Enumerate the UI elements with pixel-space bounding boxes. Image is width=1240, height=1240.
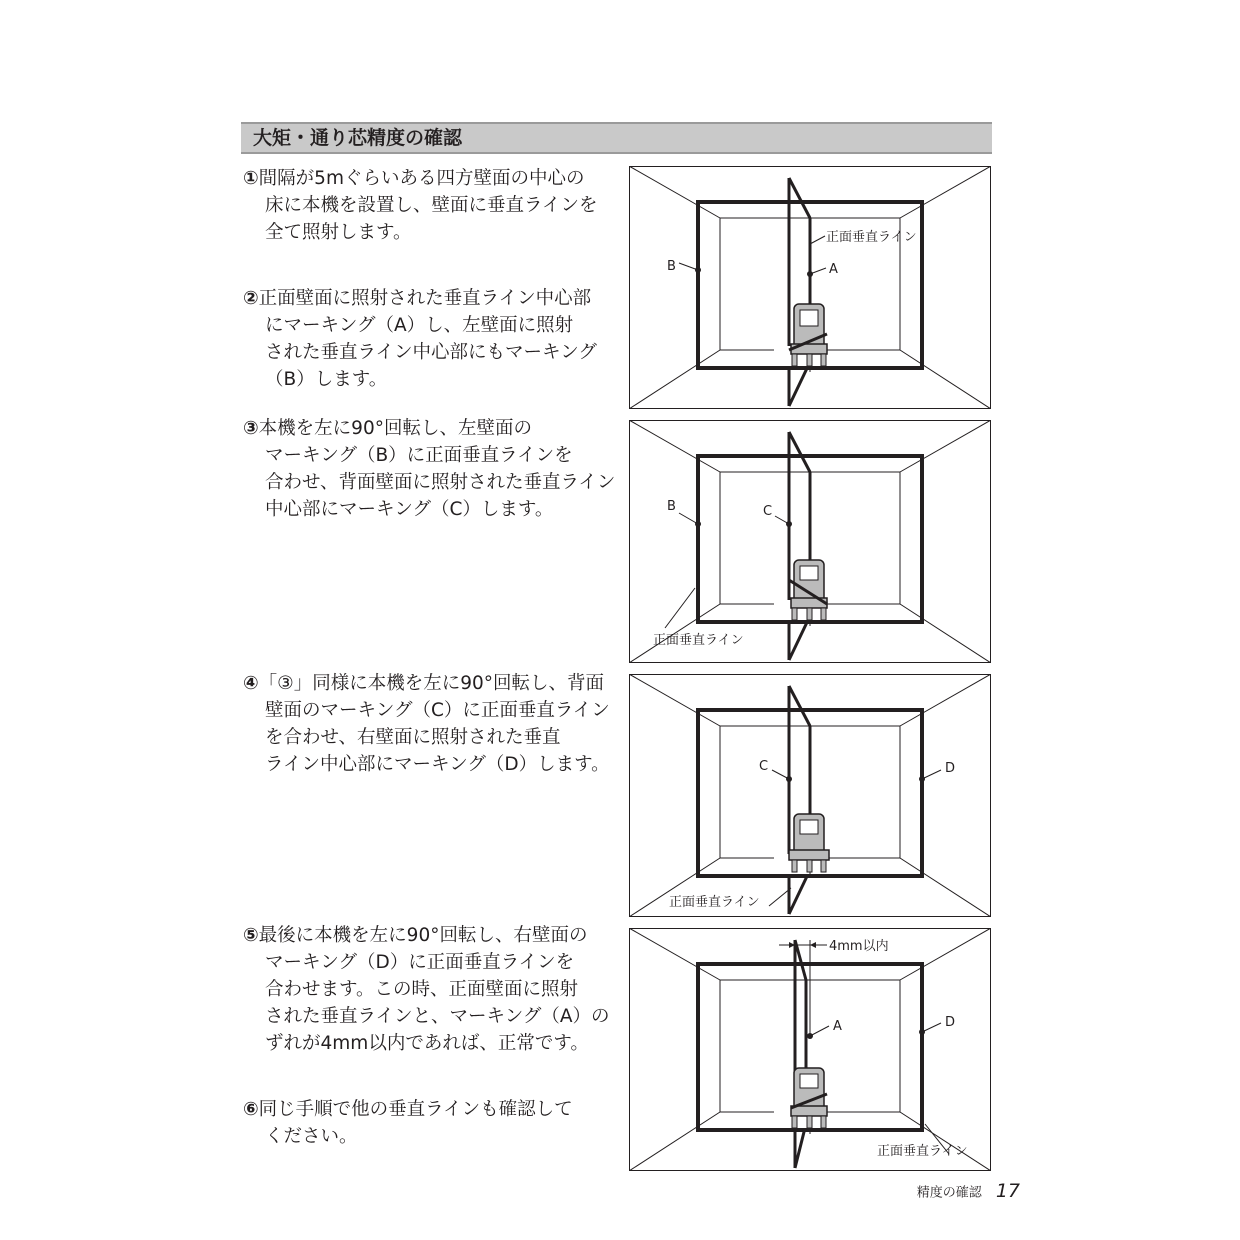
- front-vertical-line-label: 正面垂直ライン: [877, 1144, 968, 1159]
- step-2: ②正面壁面に照射された垂直ライン中心部 にマーキング（A）し、左壁面に照射 された垂直ライン中心部にもマーキング （B）します。: [243, 288, 597, 390]
- figure-1: [629, 166, 991, 409]
- step-4: ④「③」同様に本機を左に90°回転し、背面 壁面のマーキング（C）に正面垂直ライン を合わせ、右壁面に照射された垂直 ライン中心部にマーキング（D）します。: [243, 673, 610, 775]
- mark-c-label: C: [763, 504, 773, 519]
- step-marker: ⑥: [243, 1099, 259, 1120]
- mark-b-label: B: [667, 499, 676, 514]
- step-marker: ③: [243, 418, 259, 439]
- laser-device-icon: [791, 1068, 827, 1134]
- step-marker: ②: [243, 288, 259, 309]
- room-diagram-4: [629, 928, 991, 1171]
- page-number: 17: [995, 1180, 1020, 1202]
- figure-2: [629, 420, 991, 663]
- front-vertical-line-label: 正面垂直ライン: [653, 633, 744, 648]
- mark-d-label: D: [945, 761, 956, 776]
- front-vertical-line-label: 正面垂直ライン: [826, 230, 917, 245]
- tolerance-label: 4mm以内: [829, 939, 889, 954]
- step-marker: ④: [243, 673, 259, 694]
- step-marker: ①: [243, 168, 259, 189]
- step-3: ③本機を左に90°回転し、左壁面の マーキング（B）に正面垂直ラインを 合わせ、背面壁面に照射された垂直ライン 中心部にマーキング（C）します。: [243, 418, 616, 520]
- step-1: ①間隔が5mぐらいある四方壁面の中心の 床に本機を設置し、壁面に垂直ラインを 全て照射します。: [243, 168, 598, 243]
- front-vertical-line-label: 正面垂直ライン: [669, 895, 760, 910]
- room-diagram-3: [629, 674, 991, 917]
- page-footer: [860, 1180, 1020, 1202]
- mark-b-label: B: [667, 259, 676, 274]
- step-marker: ⑤: [243, 925, 259, 946]
- room-diagram-2: [629, 420, 991, 663]
- mark-d-label: D: [945, 1015, 956, 1030]
- laser-device-icon: [789, 814, 829, 878]
- step-5: ⑤最後に本機を左に90°回転し、右壁面の マーキング（D）に正面垂直ラインを 合わせます。この時、正面壁面に照射 された垂直ラインと、マーキング（A）の ずれが4mm以内であれば、正常です。: [243, 925, 610, 1054]
- section-title: 大矩・通り芯精度の確認: [253, 127, 463, 149]
- figure-4: [629, 928, 991, 1171]
- footer-section-title: 精度の確認: [916, 1185, 982, 1201]
- mark-c-label: C: [759, 759, 769, 774]
- figure-3: [629, 674, 991, 917]
- laser-device-icon: [789, 560, 827, 626]
- mark-a-label: A: [833, 1019, 842, 1034]
- laser-device-icon: [789, 304, 827, 372]
- mark-a-label: A: [829, 262, 838, 277]
- room-diagram-1: [629, 166, 991, 409]
- step-6: ⑥同じ手順で他の垂直ラインも確認して ください。: [243, 1099, 573, 1147]
- section-title-bar: [241, 122, 992, 154]
